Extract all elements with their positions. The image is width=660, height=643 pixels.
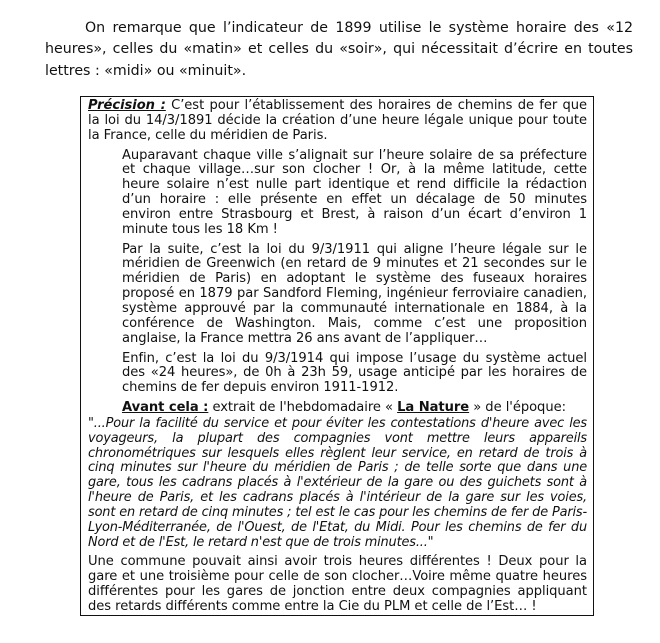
- avant-cela-paragraph: [88, 401, 587, 416]
- intro-paragraph: [45, 18, 633, 82]
- precision-box: [80, 96, 594, 616]
- precision-text: C’est pour l’établissement des horaires de chemins de fer que la loi du 14/3/1891 décide la création d’une heure légale unique pour toute la France, celle du méridien de Paris.: [88, 98, 587, 143]
- law-1914-paragraph: Enfin, c’est la loi du 9/3/1914 qui impose l’usage du système actuel des «24 heures», de 0h à 23h 59, usage anticipé par les horaires de chemins de fer depuis environ 1911-1912.: [122, 350, 587, 396]
- avant-cela-label: Avant cela :: [122, 400, 209, 416]
- la-nature-title: La Nature: [397, 400, 470, 416]
- conclusion-paragraph: Une commune pouvait ainsi avoir trois heures différentes ! Deux pour la gare et une troisième pour celle de son clocher…Voire même quatre heures différentes pour les gares de jonction entre deux compagnies appliquant des retards différents comme entre la Cie du PLM et celle de l’Est… !: [88, 554, 587, 614]
- solar-time-paragraph: Auparavant chaque ville s’alignait sur l’heure solaire de sa préfecture et chaque village…sur son clocher ! Or, à la même latitude, cette heure solaire n’est nulle part identique et rend difficile la rédaction d’un horaire : elle présente en effet un décalage de 50 minutes environ entre Strasbourg et Brest, à raison d’un écart d’environ 1 minute tous les 18 Km !: [122, 147, 587, 237]
- intro-text: On remarque que l’indicateur de 1899 utilise le système horaire des «12 heures», celles du «matin» et celles du «soir», qui nécessitait d’écrire en toutes lettres : «midi» ou «minuit».: [45, 20, 633, 79]
- avant-cela-text-2: » de l'époque:: [469, 400, 566, 416]
- precision-label: Précision :: [88, 98, 166, 113]
- la-nature-quote: "...Pour la facilité du service et pour éviter les contestations d'heure avec les voyageurs, la plupart des compagnies vont mettre leurs appareils chronométriques sur lesquels elles règlent leur service, en retard de trois à cinq minutes sur l'heure du méridien de Paris ; de telle sorte que dans une gare, tous les cadrans placés à l'extérieur de la gare ou des guichets sont à l'heure de Paris, et les cadrans placés à l'intérieur de la gare sur les voies, sont en retard de cinq minutes ; tel est le cas pour les chemins de fer de Paris-Lyon-Méditerranée, de l'Ouest, de l'Etat, du Midi. Pour les chemins de fer du Nord et de l'Est, le retard n'est que de trois minutes...": [88, 415, 587, 550]
- greenwich-paragraph: Par la suite, c’est la loi du 9/3/1911 qui aligne l’heure légale sur le méridien de Greenwich (en retard de 9 minutes et 21 secondes sur le méridien de Paris) en adoptant le système des fuseaux horaires proposé en 1879 par Sandford Fleming, ingénieur ferroviaire canadien, système approuvé par la communauté internationale en 1884, à la conférence de Washington. Mais, comme c’est une proposition anglaise, la France mettra 26 ans avant de l’appliquer…: [122, 241, 587, 346]
- precision-paragraph: [88, 99, 587, 144]
- avant-cela-text-1: extrait de l'hebdomadaire «: [208, 400, 398, 416]
